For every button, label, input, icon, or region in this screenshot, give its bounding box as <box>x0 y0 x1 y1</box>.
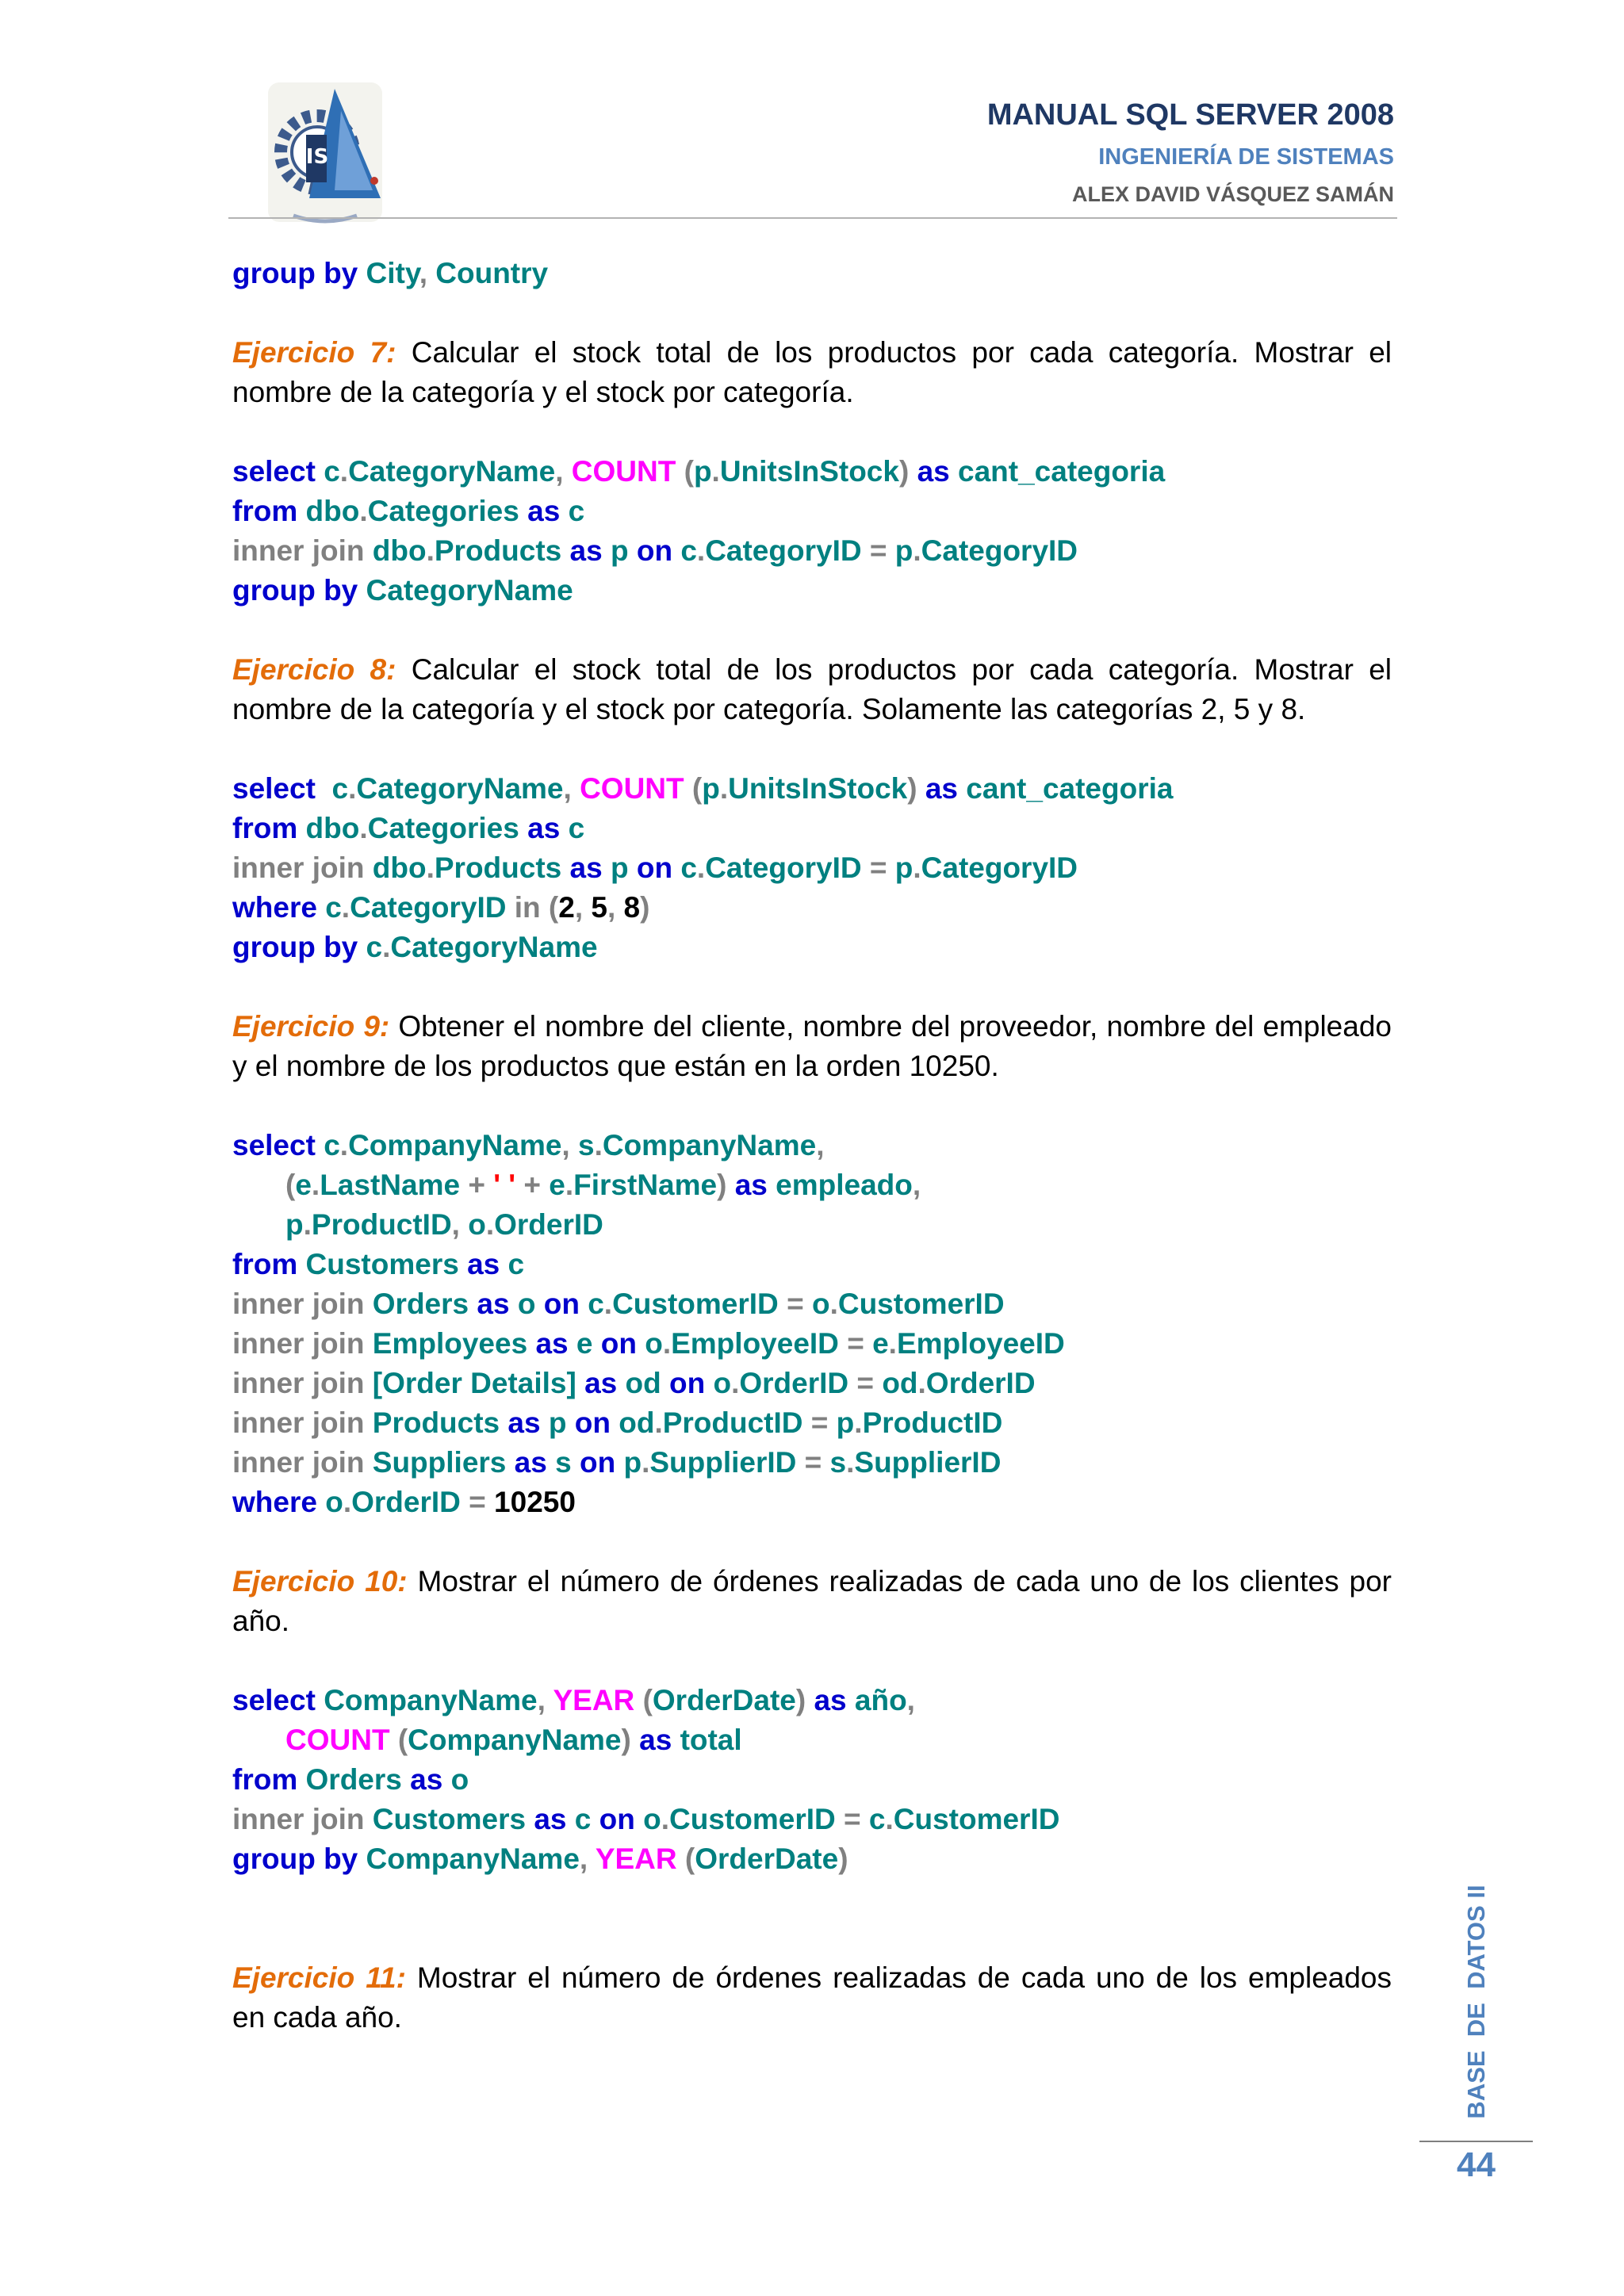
sql-operator: . <box>662 1327 672 1360</box>
code-line <box>232 1364 1392 1403</box>
sql-identifier: ProductID <box>862 1406 1003 1439</box>
sql-identifier: dbo <box>372 534 427 567</box>
sql-operator: . <box>696 851 706 884</box>
sql-operator: . <box>339 455 349 488</box>
sql-keyword: select <box>232 1684 316 1716</box>
sql-identifier: Customers <box>372 1803 527 1835</box>
sql-operator: ( <box>691 772 703 805</box>
sql-keyword: as <box>639 1724 672 1756</box>
sql-keyword: as <box>527 495 561 527</box>
sql-identifier: p <box>894 534 914 567</box>
code-line <box>232 1403 1392 1443</box>
sql-identifier: CompanyName <box>366 1843 580 1875</box>
sql-keyword: as <box>569 534 603 567</box>
sql-identifier: OrderID <box>739 1367 849 1399</box>
sql-identifier: e <box>295 1169 312 1201</box>
sql-identifier: Country <box>435 257 549 289</box>
sql-function: COUNT <box>580 772 684 805</box>
sql-operator: = <box>847 1327 864 1360</box>
sql-identifier: c <box>568 812 585 844</box>
sql-operator: . <box>341 891 350 924</box>
sql-identifier: EmployeeID <box>671 1327 839 1360</box>
code-line <box>232 1760 1392 1800</box>
sql-keyword: group by <box>232 257 358 289</box>
sql-identifier: c <box>324 455 340 488</box>
sql-identifier: FirstName <box>573 1169 718 1201</box>
sql-identifier: s <box>555 1446 572 1479</box>
header-author: ALEX DAVID VÁSQUEZ SAMÁN <box>1071 182 1394 206</box>
sql-operator: ( <box>397 1724 408 1756</box>
sql-keyword: as <box>569 851 603 884</box>
sql-identifier: CustomerID <box>669 1803 836 1835</box>
sql-identifier: dbo <box>305 812 360 844</box>
sql-operator: . <box>485 1208 495 1241</box>
sql-identifier: c <box>508 1248 525 1280</box>
sql-identifier: Suppliers <box>372 1446 507 1479</box>
sql-identifier: o <box>643 1803 661 1835</box>
sql-identifier: ProductID <box>662 1406 803 1439</box>
sql-identifier: CategoryName <box>348 455 556 488</box>
sql-operator: . <box>885 1803 894 1835</box>
sql-identifier: OrderDate <box>695 1843 839 1875</box>
sql-operator: . <box>913 534 921 567</box>
sql-identifier: SupplierID <box>649 1446 797 1479</box>
sql-operator: ) <box>717 1169 727 1201</box>
code-line <box>232 254 1392 293</box>
sql-keyword: as <box>535 1327 569 1360</box>
sql-operator: + <box>468 1169 485 1201</box>
sql-identifier: LastName <box>320 1169 461 1201</box>
sql-keyword: on <box>543 1288 580 1320</box>
sql-operator: . <box>731 1367 740 1399</box>
sql-operator: . <box>565 1169 574 1201</box>
code-line <box>232 1720 1392 1760</box>
sql-operator: . <box>829 1288 838 1320</box>
sql-identifier: CompanyName <box>348 1129 562 1161</box>
sql-keyword: on <box>636 534 673 567</box>
code-line <box>232 848 1392 888</box>
sql-operator: , <box>419 257 427 289</box>
sql-operator: , <box>563 772 572 805</box>
sql-identifier: c <box>568 495 585 527</box>
sql-identifier: cant_categoria <box>958 455 1166 488</box>
code-line <box>232 1681 1392 1720</box>
sql-identifier: c <box>331 772 349 805</box>
exercise-text: Obtener el nombre del cliente, nombre del proveedor, nombre del empleado y el nombre de los productos que están en la orden 10250. <box>232 1010 1392 1082</box>
sql-keyword: select <box>232 1129 316 1161</box>
sql-identifier: CompanyName <box>602 1129 817 1161</box>
sql-identifier: año <box>854 1684 907 1716</box>
sql-identifier: UnitsInStock <box>719 455 899 488</box>
sql-identifier: CategoryID <box>705 534 862 567</box>
sql-operator: ) <box>898 455 910 488</box>
sql-identifier: UnitsInStock <box>728 772 908 805</box>
sql-keyword: as <box>514 1446 547 1479</box>
exercise-text: Calcular el stock total de los productos por cada categoría. Mostrar el nombre de la categoría y el stock por categoría. Solamente las categorías 2, 5 y 8. <box>232 653 1392 725</box>
sql-identifier: dbo <box>372 851 427 884</box>
sql-function: COUNT <box>571 455 676 488</box>
sql-operator: . <box>888 1327 897 1360</box>
sql-number: 5 <box>591 891 607 924</box>
exercise-label: Ejercicio 10: <box>232 1565 408 1598</box>
sql-keyword: as <box>584 1367 618 1399</box>
sql-identifier: od <box>882 1367 918 1399</box>
sql-keyword: group by <box>232 574 358 607</box>
section-side-tab <box>1453 1879 1500 2125</box>
sql-join: inner join <box>232 1327 365 1360</box>
code-line <box>232 1126 1392 1165</box>
sql-identifier: c <box>366 931 383 963</box>
sql-operator: . <box>359 812 368 844</box>
sql-identifier: CategoryID <box>921 534 1078 567</box>
code-line <box>232 531 1392 571</box>
exercise-label: Ejercicio 11: <box>232 1961 406 1994</box>
sql-identifier: City <box>366 257 419 289</box>
sql-keyword: where <box>232 1486 317 1518</box>
sql-identifier: OrderID <box>925 1367 1036 1399</box>
sql-operator: = <box>787 1288 804 1320</box>
sql-identifier: empleado <box>776 1169 913 1201</box>
sql-operator: . <box>661 1803 670 1835</box>
sql-identifier: o <box>645 1327 663 1360</box>
code-line <box>232 1324 1392 1364</box>
sql-operator: . <box>339 1129 349 1161</box>
sql-operator: , <box>574 891 584 924</box>
sql-identifier: p <box>610 851 629 884</box>
sql-identifier: p <box>693 455 712 488</box>
sql-keyword: from <box>232 812 298 844</box>
sql-operator: ( <box>684 1843 695 1875</box>
exercise-10 <box>232 1562 1392 1641</box>
sql-operator: ( <box>285 1169 296 1201</box>
sql-keyword: group by <box>232 1843 358 1875</box>
sql-operator: . <box>711 455 720 488</box>
sql-operator: . <box>348 772 357 805</box>
sql-identifier: e <box>549 1169 565 1201</box>
sql-identifier: CategoryName <box>356 772 564 805</box>
sql-string: ' ' <box>493 1169 516 1201</box>
sql-operator: ) <box>621 1724 631 1756</box>
sql-number: 8 <box>623 891 641 924</box>
sql-operator: , <box>579 1843 588 1875</box>
sql-keyword: from <box>232 1248 298 1280</box>
exercise-text: Mostrar el número de órdenes realizadas de cada uno de los clientes por año. <box>232 1565 1392 1637</box>
sql-operator: . <box>917 1367 926 1399</box>
sql-identifier: c <box>868 1803 886 1835</box>
sql-identifier: s <box>577 1129 595 1161</box>
sql-operator: , <box>607 891 616 924</box>
sql-identifier: Products <box>434 851 562 884</box>
sql-identifier: ProductID <box>311 1208 452 1241</box>
sql-operator: ) <box>640 891 650 924</box>
sql-keyword: as <box>917 455 950 488</box>
sql-identifier: od <box>625 1367 661 1399</box>
sql-operator: ) <box>838 1843 848 1875</box>
sql-operator: = <box>844 1803 861 1835</box>
code-line <box>232 1483 1392 1522</box>
sql-keyword: on <box>574 1406 611 1439</box>
sql-identifier: p <box>702 772 720 805</box>
sql-operator: = <box>869 851 887 884</box>
sql-code-block <box>232 769 1392 967</box>
sql-operator: = <box>856 1367 875 1399</box>
exercise-text: Calcular el stock total de los productos por cada categoría. Mostrar el nombre de la categoría y el stock por categoría. <box>232 336 1392 408</box>
code-line <box>232 1800 1392 1839</box>
sql-operator: . <box>359 495 368 527</box>
exercise-7 <box>232 333 1392 412</box>
sql-identifier: Categories <box>367 495 519 527</box>
sql-identifier: Products <box>372 1406 500 1439</box>
sql-keyword: on <box>579 1446 616 1479</box>
sql-identifier: cant_categoria <box>966 772 1174 805</box>
sql-keyword: as <box>467 1248 500 1280</box>
sql-operator: . <box>642 1446 650 1479</box>
sql-identifier: Orders <box>305 1763 402 1796</box>
sql-join: inner join <box>232 1406 365 1439</box>
sql-join: inner join <box>232 1446 365 1479</box>
sql-keyword: select <box>232 772 316 805</box>
sql-operator: , <box>912 1169 921 1201</box>
sql-operator: , <box>555 455 564 488</box>
sql-identifier: total <box>680 1724 742 1756</box>
sql-keyword: from <box>232 1763 298 1796</box>
header-divider <box>228 217 1397 219</box>
header-subtitle: INGENIERÍA DE SISTEMAS <box>1098 144 1394 170</box>
sql-identifier: CategoryName <box>366 574 573 607</box>
sql-operator: = <box>469 1486 486 1518</box>
sql-keyword: as <box>527 812 561 844</box>
sql-identifier: o <box>468 1208 486 1241</box>
code-line <box>232 769 1392 809</box>
code-line <box>232 452 1392 492</box>
code-line <box>232 492 1392 531</box>
sql-keyword: as <box>508 1406 541 1439</box>
sql-operator: . <box>719 772 729 805</box>
manual-title: MANUAL SQL SERVER 2008 <box>986 98 1394 132</box>
sql-identifier: CustomerID <box>837 1288 1005 1320</box>
sql-operator: ( <box>548 891 559 924</box>
sql-identifier: SupplierID <box>854 1446 1002 1479</box>
sql-code-block <box>232 1681 1392 1879</box>
sql-operator: . <box>854 1406 863 1439</box>
sql-identifier: Customers <box>305 1248 459 1280</box>
page-content <box>232 254 1392 2038</box>
sql-identifier: o <box>811 1288 830 1320</box>
sql-join: inner join <box>232 1288 365 1320</box>
sql-keyword: as <box>477 1288 510 1320</box>
sql-number: 10250 <box>494 1486 576 1518</box>
sql-identifier: c <box>324 1129 340 1161</box>
sql-identifier: c <box>325 891 342 924</box>
sql-operator: = <box>869 534 887 567</box>
sql-code-block <box>232 1126 1392 1522</box>
sql-identifier: p <box>610 534 629 567</box>
sql-identifier: CustomerID <box>893 1803 1060 1835</box>
sql-identifier: s <box>829 1446 847 1479</box>
sql-identifier: p <box>623 1446 642 1479</box>
exercise-label: Ejercicio 7: <box>232 336 396 369</box>
code-line <box>232 1205 1392 1245</box>
sql-keyword: on <box>600 1327 637 1360</box>
exercise-label: Ejercicio 9: <box>232 1010 390 1043</box>
sql-identifier: OrderID <box>351 1486 461 1518</box>
sql-join: inner join <box>232 851 365 884</box>
sql-operator: . <box>382 931 391 963</box>
exercise-11 <box>232 1958 1392 2038</box>
sql-identifier: e <box>576 1327 593 1360</box>
sql-identifier: p <box>894 851 914 884</box>
code-line <box>232 1839 1392 1879</box>
sql-operator: = <box>810 1406 829 1439</box>
sql-operator: . <box>696 534 706 567</box>
sql-operator: , <box>906 1684 915 1716</box>
sql-identifier: dbo <box>305 495 360 527</box>
sql-identifier: Products <box>434 534 562 567</box>
sql-identifier: od <box>619 1406 655 1439</box>
sql-keyword: as <box>534 1803 567 1835</box>
sql-identifier: OrderID <box>494 1208 603 1241</box>
sql-keyword: as <box>410 1763 443 1796</box>
sql-keyword: on <box>636 851 673 884</box>
institution-gear-logo <box>262 79 389 230</box>
sql-identifier: o <box>325 1486 343 1518</box>
code-line <box>232 1443 1392 1483</box>
sql-operator: , <box>816 1129 825 1161</box>
sql-operator: ) <box>795 1684 806 1716</box>
sql-identifier: CompanyName <box>408 1724 622 1756</box>
sql-operator: = <box>804 1446 822 1479</box>
sql-operator: , <box>451 1208 460 1241</box>
page-number: 44 <box>1457 2145 1496 2184</box>
sql-identifier: CategoryID <box>350 891 507 924</box>
sql-identifier: [Order Details] <box>372 1367 576 1399</box>
exercise-8 <box>232 650 1392 729</box>
sql-operator: . <box>846 1446 855 1479</box>
sql-operator: , <box>537 1684 546 1716</box>
sql-identifier: Orders <box>372 1288 469 1320</box>
sql-identifier: CategoryID <box>921 851 1078 884</box>
sql-operator: . <box>311 1169 320 1201</box>
sql-operator: . <box>913 851 921 884</box>
code-line <box>232 928 1392 967</box>
sql-identifier: o <box>450 1763 469 1796</box>
sql-identifier: c <box>574 1803 592 1835</box>
sql-function: COUNT <box>285 1724 390 1756</box>
sql-identifier: Employees <box>372 1327 528 1360</box>
sql-operator: . <box>603 1288 613 1320</box>
page-number-divider <box>1419 2141 1533 2142</box>
sql-identifier: p <box>285 1208 304 1241</box>
sql-identifier: o <box>517 1288 536 1320</box>
code-line <box>232 1165 1392 1205</box>
sql-operator: ( <box>642 1684 653 1716</box>
sql-operator: in <box>514 891 541 924</box>
sql-identifier: o <box>713 1367 732 1399</box>
sql-keyword: as <box>925 772 959 805</box>
code-line <box>232 888 1392 928</box>
sql-operator: . <box>343 1486 352 1518</box>
sql-number: 2 <box>558 891 575 924</box>
code-line <box>232 809 1392 848</box>
sql-operator: , <box>561 1129 570 1161</box>
sql-code-block <box>232 452 1392 610</box>
sql-identifier: c <box>680 534 697 567</box>
sql-keyword: as <box>734 1169 768 1201</box>
sql-operator: + <box>523 1169 541 1201</box>
sql-operator: . <box>594 1129 603 1161</box>
code-line <box>232 1245 1392 1284</box>
sql-operator: ( <box>684 455 694 488</box>
sql-function: YEAR <box>553 1684 635 1716</box>
sql-identifier: e <box>872 1327 889 1360</box>
exercise-9 <box>232 1007 1392 1086</box>
sql-identifier: c <box>588 1288 604 1320</box>
sql-keyword: on <box>669 1367 706 1399</box>
sql-keyword: from <box>232 495 298 527</box>
sql-identifier: CategoryID <box>705 851 862 884</box>
sql-keyword: where <box>232 891 317 924</box>
exercise-label: Ejercicio 8: <box>232 653 396 686</box>
sql-identifier: p <box>548 1406 567 1439</box>
code-line <box>232 571 1392 610</box>
sql-operator: . <box>426 851 435 884</box>
sql-identifier: EmployeeID <box>896 1327 1065 1360</box>
sql-join: inner join <box>232 1803 365 1835</box>
sql-identifier: CompanyName <box>324 1684 538 1716</box>
sql-identifier: p <box>836 1406 855 1439</box>
code-line <box>232 1284 1392 1324</box>
sql-identifier: c <box>680 851 697 884</box>
sql-operator: ) <box>907 772 917 805</box>
sql-keyword: as <box>814 1684 847 1716</box>
exercise-text: Mostrar el número de órdenes realizadas de cada uno de los empleados en cada año. <box>232 1961 1392 2034</box>
sql-keyword: select <box>232 455 316 488</box>
svg-text:IS: IS <box>305 145 329 169</box>
sql-function: YEAR <box>595 1843 677 1875</box>
sql-operator: . <box>303 1208 312 1241</box>
sql-join: inner join <box>232 534 365 567</box>
sql-operator: . <box>426 534 435 567</box>
sql-join: inner join <box>232 1367 365 1399</box>
sql-keyword: group by <box>232 931 358 963</box>
sql-identifier: CustomerID <box>612 1288 779 1320</box>
section-label: BASE DE DATOS II <box>1462 1885 1490 2119</box>
sql-identifier: Categories <box>367 812 519 844</box>
sql-identifier: CategoryName <box>390 931 598 963</box>
sql-operator: . <box>654 1406 663 1439</box>
sql-keyword: on <box>599 1803 635 1835</box>
sql-identifier: OrderDate <box>652 1684 796 1716</box>
